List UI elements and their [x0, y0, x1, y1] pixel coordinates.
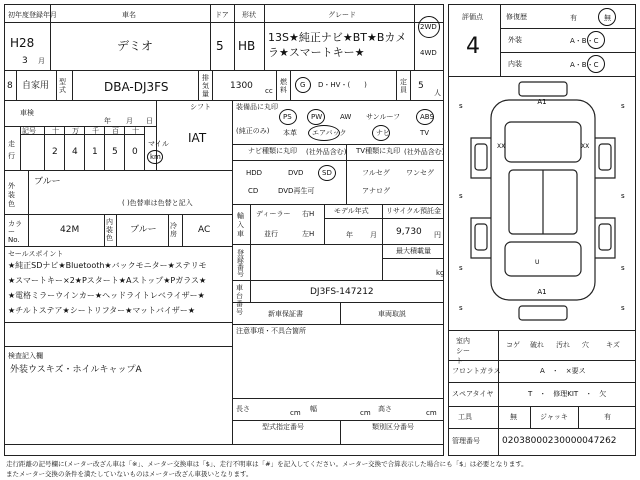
max-load-unit: kg	[436, 269, 445, 277]
sales-line: ★電格ミラーウインカー★ヘッドライトレベライザー★	[8, 291, 205, 300]
equipment-item: PW	[311, 113, 323, 121]
chassis-number: DJ3FS-147212	[310, 287, 374, 297]
interior-grade-circle	[587, 55, 605, 73]
usage-value: 自家用	[22, 81, 50, 91]
equipment-item: サンルーフ	[366, 113, 401, 121]
doors-label: ドア	[215, 11, 229, 19]
a1-rear: A1	[537, 288, 547, 296]
model-year-year: 年	[346, 231, 353, 239]
navi-title: ナビ種類に丸印	[248, 147, 297, 155]
dealer-label: ディーラー	[256, 210, 291, 218]
exterior-grades: A・B・C	[570, 37, 599, 45]
height-unit: cm	[426, 409, 437, 417]
capacity-unit: 人	[434, 89, 441, 97]
displacement-unit: cc	[265, 87, 273, 95]
displacement-value: 1300	[230, 81, 253, 91]
rh-label: 右H	[302, 210, 315, 218]
length-unit: cm	[290, 409, 301, 417]
repaint-note: ( )色替車は色替と記入	[122, 199, 193, 207]
svg-text:s: s	[459, 192, 463, 200]
management-label: 管理番号	[452, 437, 480, 445]
jack-label: ジャッキ	[540, 413, 568, 421]
grade-value: 13S★純正ナビ★BT★Bカメラ★スマートキー★	[268, 31, 407, 59]
svg-text:s: s	[621, 304, 625, 312]
recycle-label: リサイクル預託金	[386, 207, 442, 215]
model-year-month: 月	[370, 231, 377, 239]
management-number: 02038000230000047262	[502, 436, 617, 446]
import-label: 輸入車	[237, 212, 244, 238]
color-code-label: カラーNo.	[8, 220, 22, 244]
max-load-label: 最大積載量	[396, 247, 431, 255]
tv-item: ワンセグ	[406, 169, 434, 177]
equipment-item: エアバック	[312, 129, 347, 137]
svg-text:s: s	[621, 102, 625, 110]
recycle-value: 9,730	[396, 227, 422, 237]
equipment-label: 装備品に丸印	[236, 103, 278, 111]
height-label: 高さ	[378, 405, 392, 413]
equipment-item: ABS	[420, 113, 434, 121]
navi-item: CD	[248, 187, 259, 195]
exterior-color-label: 外装色	[8, 182, 15, 208]
model-designation-label: 型式指定番号	[262, 423, 304, 431]
shift-label: シフト	[190, 103, 211, 111]
spare-tire-label: スペアタイヤ	[452, 390, 494, 398]
xx-left: XX	[497, 143, 506, 150]
u-mark: U	[535, 259, 540, 266]
exterior-grade-circle	[587, 31, 605, 49]
new-warranty-label: 新車保証書	[268, 310, 303, 318]
mileage-digit: 2	[52, 147, 58, 157]
displacement-label: 排気量	[202, 74, 209, 98]
reg-date-label: 初年度登録年月	[8, 11, 57, 19]
remarks-label: 注意事項・不具合箇所	[236, 327, 306, 335]
body-value: HB	[238, 39, 256, 53]
exterior-grade-label: 外装	[508, 36, 522, 44]
drive-4wd: 4WD	[420, 49, 437, 57]
model-year-label: モデル年式	[334, 207, 369, 215]
km-unit: km	[150, 153, 161, 161]
interior-grade-label: 内装	[508, 60, 522, 68]
navi-sub: (社外品含む)	[306, 148, 347, 156]
mileage-unit-label: 百	[112, 127, 119, 135]
model-type: DBA-DJ3FS	[104, 80, 169, 94]
repair-label: 修復歴	[506, 13, 527, 21]
interior-seat-label: 室内シート	[456, 337, 470, 365]
mileage-unit-label: 十	[132, 127, 139, 135]
shift-value: IAT	[188, 131, 207, 145]
check-text: 外装ウスキズ・ホイルキャップA	[10, 365, 142, 375]
interior-item: 破れ	[530, 341, 544, 349]
inspection-label: 車検	[20, 109, 34, 117]
equipment-item: AW	[340, 113, 352, 121]
body-label: 形状	[242, 11, 256, 19]
navi-item: HDD	[246, 169, 263, 177]
tv-title: TV種類に丸印	[356, 147, 401, 155]
inspection-year: 年	[104, 117, 111, 125]
grade-label: グレード	[328, 11, 356, 19]
month-unit: 月	[38, 57, 45, 65]
jack-value: 有	[604, 413, 611, 421]
mileage-digit: 1	[92, 147, 98, 157]
interior-color-label: 内装色	[106, 218, 113, 242]
class-number-label: 類別区分番号	[372, 423, 414, 431]
reg-month: 3	[22, 56, 28, 66]
score-label: 評価点	[462, 13, 483, 21]
reg-year: H28	[10, 36, 35, 50]
reg-number-label: 登録番号	[237, 249, 244, 278]
mileage-unit-label: 千	[92, 127, 99, 135]
xx-right: XX	[581, 143, 590, 150]
svg-text:s: s	[621, 264, 625, 272]
sales-points-label: セールスポイント	[8, 250, 64, 258]
equipment-item: ナビ	[376, 129, 390, 137]
fuel-label: 燃料	[280, 78, 287, 94]
spare-tire-value: T ・ 修理KIT ・ 欠	[528, 390, 607, 398]
equipment-item: PS	[283, 113, 292, 121]
sales-line: ★純正SDナビ★Bluetooth★バックモニター★ステリモ	[8, 261, 207, 270]
tv-sub: (社外品含む)	[404, 148, 445, 156]
tools-value: 無	[510, 413, 517, 421]
tv-item: アナログ	[362, 187, 390, 195]
svg-text:s: s	[621, 192, 625, 200]
drive-2wd: 2WD	[420, 23, 437, 31]
check-label: 検査記入欄	[8, 352, 43, 360]
car-diagram	[449, 78, 635, 328]
navi-item: SD	[322, 169, 332, 177]
mileage-label: 走行	[8, 140, 15, 160]
score-value: 4	[466, 34, 480, 59]
width-unit: cm	[360, 409, 371, 417]
repair-no: 無	[604, 14, 611, 22]
inspection-month: 月	[126, 117, 133, 125]
color-code: 42M	[60, 225, 80, 235]
mileage-unit-label: 記号	[22, 127, 36, 135]
front-glass-value: A ・ ×要ス	[540, 367, 586, 375]
interior-item: 汚れ	[556, 341, 570, 349]
length-label: 長さ	[236, 405, 250, 413]
recycle-unit: 円	[434, 231, 441, 239]
interior-item: 穴	[582, 341, 589, 349]
interior-item: キズ	[606, 341, 620, 349]
car-name: デミオ	[117, 39, 154, 53]
equipment-item: TV	[420, 129, 430, 137]
parallel-label: 並行	[264, 230, 278, 238]
capacity-label: 定員	[400, 78, 407, 94]
interior-color: ブルー	[130, 225, 157, 235]
interior-grades: A・B・C	[570, 61, 599, 69]
mileage-digit: 4	[72, 147, 78, 157]
exterior-color: ブルー	[34, 177, 61, 187]
tv-item: フルセグ	[362, 169, 390, 177]
lh-label: 左H	[302, 230, 315, 238]
mileage-digit: 0	[132, 147, 138, 157]
svg-text:s: s	[459, 102, 463, 110]
mile-unit: マイル	[148, 140, 169, 148]
ac-value: AC	[198, 225, 211, 235]
fuel-gasoline: G	[300, 81, 306, 89]
mileage-digit: 5	[112, 147, 118, 157]
repair-yes: 有	[570, 14, 577, 22]
sales-line: ★チルトステア★シートリフター★マットバイザー★	[8, 306, 196, 315]
interior-item: コゲ	[506, 341, 520, 349]
mileage-unit-label: 十	[52, 127, 59, 135]
chassis-label: 車台番号	[236, 284, 243, 316]
svg-text:s: s	[459, 304, 463, 312]
equipment-item: 本革	[283, 129, 297, 137]
tools-label: 工具	[458, 413, 472, 421]
sales-line: ★スマートキー×2★Pスタート★Aストップ★Pガラス★	[8, 276, 207, 285]
navi-item: DVD再生可	[278, 187, 315, 195]
capacity-value: 5	[418, 81, 424, 91]
manual-label: 車両取説	[378, 310, 406, 318]
a1-front: A1	[537, 98, 547, 106]
usage-mark: 8	[7, 81, 13, 91]
navi-item: DVD	[288, 169, 304, 177]
car-name-label: 車名	[122, 11, 136, 19]
svg-text:s: s	[459, 264, 463, 272]
mileage-unit-label: 万	[72, 127, 79, 135]
front-glass-label: フロントガラス	[452, 367, 501, 375]
ac-label: 冷房	[170, 222, 177, 238]
width-label: 幅	[310, 405, 317, 413]
doors-value: 5	[216, 39, 224, 53]
model-type-label: 型式	[59, 78, 66, 94]
footer-note-1: 走行距離の記号欄に(メーター改ざん車は「※」、メーター交換車は「$」、走行不明車は「#」を記入してください。メーター交換で合算表示した場合にも「$」は必要となります。	[6, 460, 528, 468]
inspection-day: 日	[146, 117, 153, 125]
fuel-options: D・HV・( )	[318, 81, 367, 89]
footer-note-2: またメーター交換の条件を満たしていないものはメーター改ざん車扱いとなります。	[6, 470, 253, 478]
equipment-sub: (純正のみ)	[236, 127, 270, 135]
